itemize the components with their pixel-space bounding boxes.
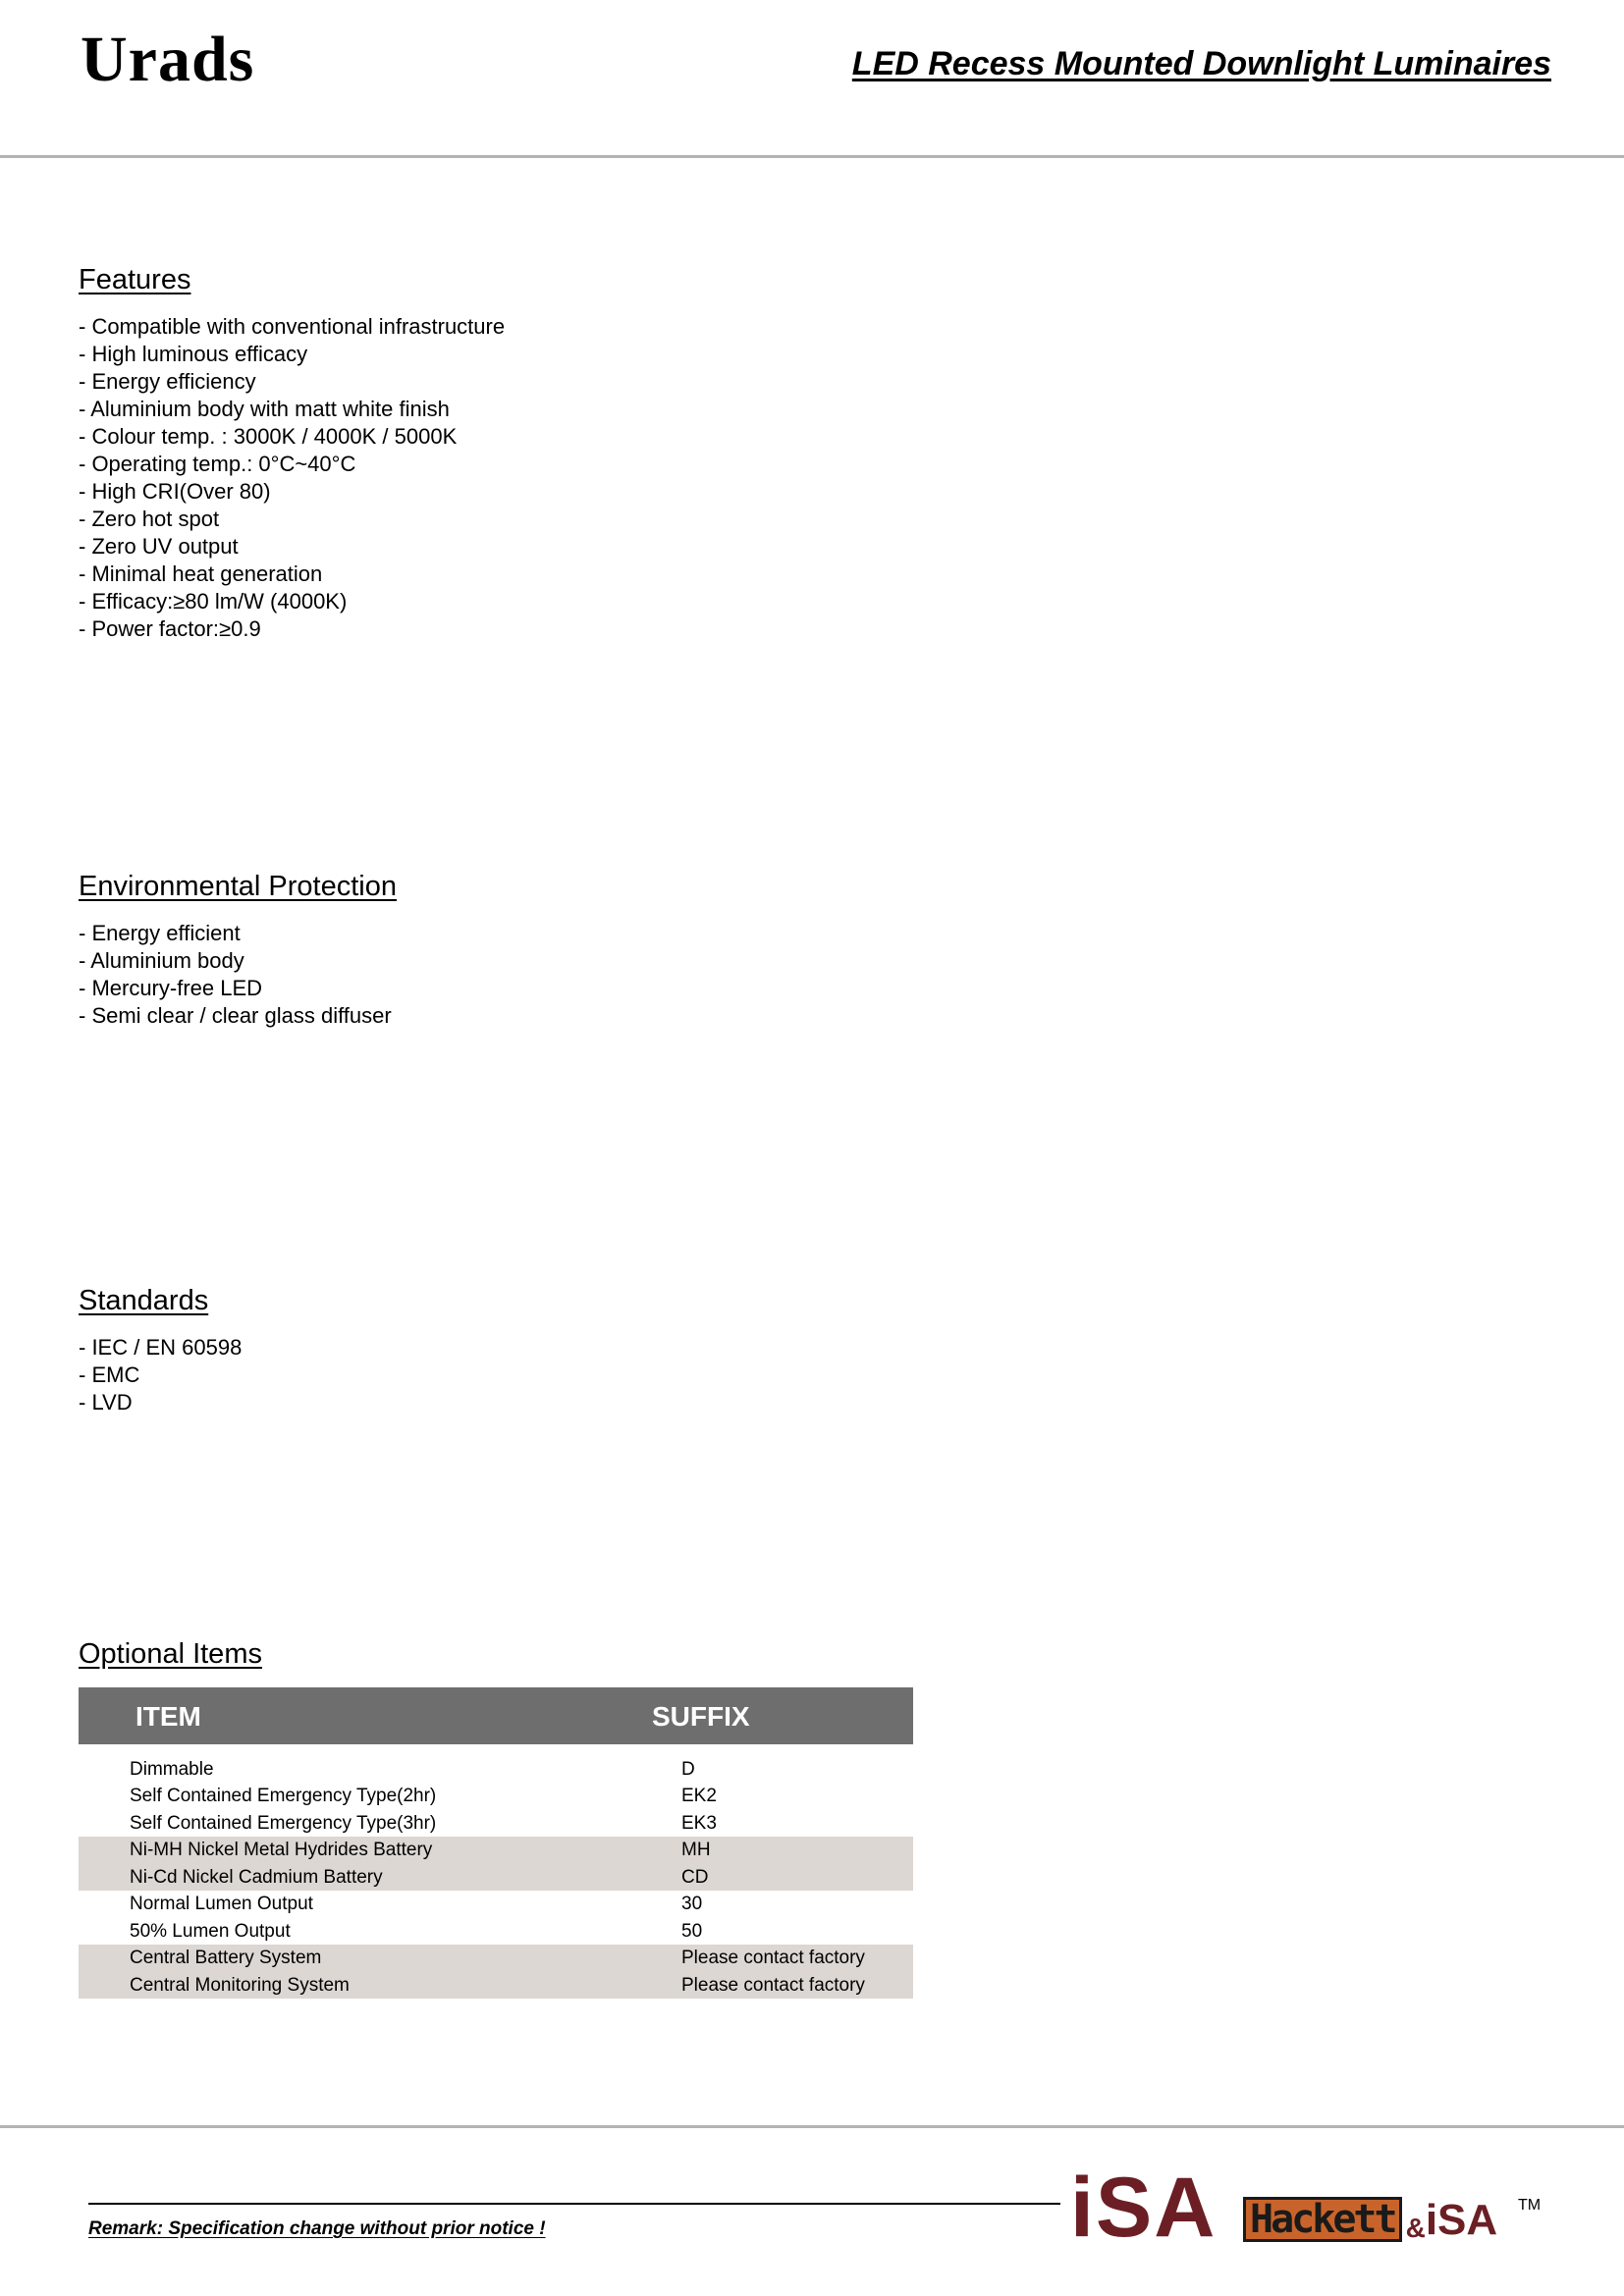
list-item: - Power factor:≥0.9 <box>79 615 261 641</box>
list-item: - High luminous efficacy <box>79 341 308 366</box>
table-row <box>79 1837 913 1864</box>
item-cell: Central Battery System <box>130 1948 322 1969</box>
list-item: - EMC <box>79 1362 140 1387</box>
item-cell: Self Contained Emergency Type(3hr) <box>130 1812 437 1834</box>
column-header-suffix: SUFFIX <box>652 1700 750 1732</box>
optional-items-section <box>79 1637 913 1999</box>
list-item: - Zero hot spot <box>79 506 220 531</box>
item-cell: Ni-Cd Nickel Cadmium Battery <box>130 1866 383 1888</box>
suffix-cell: Please contact factory <box>681 1948 865 1969</box>
suffix-cell: D <box>681 1758 695 1780</box>
list-item: - Energy efficient <box>79 920 241 945</box>
list-item: - Colour temp. : 3000K / 4000K / 5000K <box>79 423 458 449</box>
hackett-wordmark: Hackett <box>1243 2197 1402 2242</box>
list-item: - Aluminium body with matt white finish <box>79 396 450 421</box>
list-item: - High CRI(Over 80) <box>79 478 271 504</box>
list-item: - Energy efficiency <box>79 368 256 394</box>
table-row <box>79 1810 913 1838</box>
suffix-cell: EK2 <box>681 1786 717 1807</box>
table-row <box>79 1972 913 2000</box>
item-cell: Ni-MH Nickel Metal Hydrides Battery <box>130 1840 433 1861</box>
optional-items-table <box>79 1687 913 2000</box>
environmental-list <box>79 920 397 1030</box>
item-cell: Self Contained Emergency Type(2hr) <box>130 1786 437 1807</box>
table-row <box>79 1783 913 1810</box>
trademark-mark: TM <box>1518 2197 1542 2214</box>
hackett-isa-logo <box>1243 2196 1498 2244</box>
brand-name: Urads <box>81 24 255 95</box>
standards-section <box>79 1284 242 1416</box>
suffix-cell: EK3 <box>681 1812 717 1834</box>
environmental-title: Environmental Protection <box>79 871 397 902</box>
list-item: - IEC / EN 60598 <box>79 1334 243 1360</box>
footer-divider <box>0 2125 1624 2128</box>
list-item: - Efficacy:≥80 lm/W (4000K) <box>79 588 348 614</box>
standards-list <box>79 1334 242 1416</box>
ampersand: & <box>1405 2213 1426 2243</box>
list-item: - LVD <box>79 1389 133 1415</box>
list-item: - Semi clear / clear glass diffuser <box>79 1002 392 1028</box>
item-cell: Central Monitoring System <box>130 1974 350 1996</box>
features-section <box>79 263 505 643</box>
features-list <box>79 313 505 643</box>
header-divider <box>0 155 1624 158</box>
isa-wordmark: iSA <box>1425 2196 1498 2244</box>
item-cell: 50% Lumen Output <box>130 1920 291 1942</box>
column-header-item: ITEM <box>135 1700 201 1732</box>
list-item: - Compatible with conventional infrastructure <box>79 313 506 339</box>
list-item: - Mercury-free LED <box>79 975 263 1000</box>
table-row <box>79 1756 913 1784</box>
suffix-cell: CD <box>681 1866 709 1888</box>
item-cell: Normal Lumen Output <box>130 1894 313 1915</box>
isa-logo: iSA <box>1070 2161 1218 2255</box>
table-row <box>79 1864 913 1892</box>
remark-rule <box>88 2203 1060 2205</box>
table-row <box>79 1945 913 1972</box>
table-header <box>79 1687 913 1744</box>
suffix-cell: 30 <box>681 1894 703 1915</box>
suffix-cell: MH <box>681 1840 711 1861</box>
list-item: - Operating temp.: 0°C~40°C <box>79 451 356 476</box>
remark-text: Remark: Specification change without prior notice ! <box>88 2218 546 2239</box>
item-cell: Dimmable <box>130 1758 214 1780</box>
list-item: - Aluminium body <box>79 947 244 973</box>
document-title: LED Recess Mounted Downlight Luminaires <box>851 45 1551 82</box>
suffix-cell: 50 <box>681 1920 703 1942</box>
environmental-section <box>79 870 397 1030</box>
features-title: Features <box>79 264 191 295</box>
suffix-cell: Please contact factory <box>681 1974 865 1996</box>
list-item: - Minimal heat generation <box>79 561 323 586</box>
list-item: - Zero UV output <box>79 533 239 559</box>
optional-items-title: Optional Items <box>79 1638 262 1670</box>
table-row <box>79 1918 913 1946</box>
standards-title: Standards <box>79 1285 209 1316</box>
table-row <box>79 1891 913 1918</box>
table-body <box>79 1744 913 2000</box>
